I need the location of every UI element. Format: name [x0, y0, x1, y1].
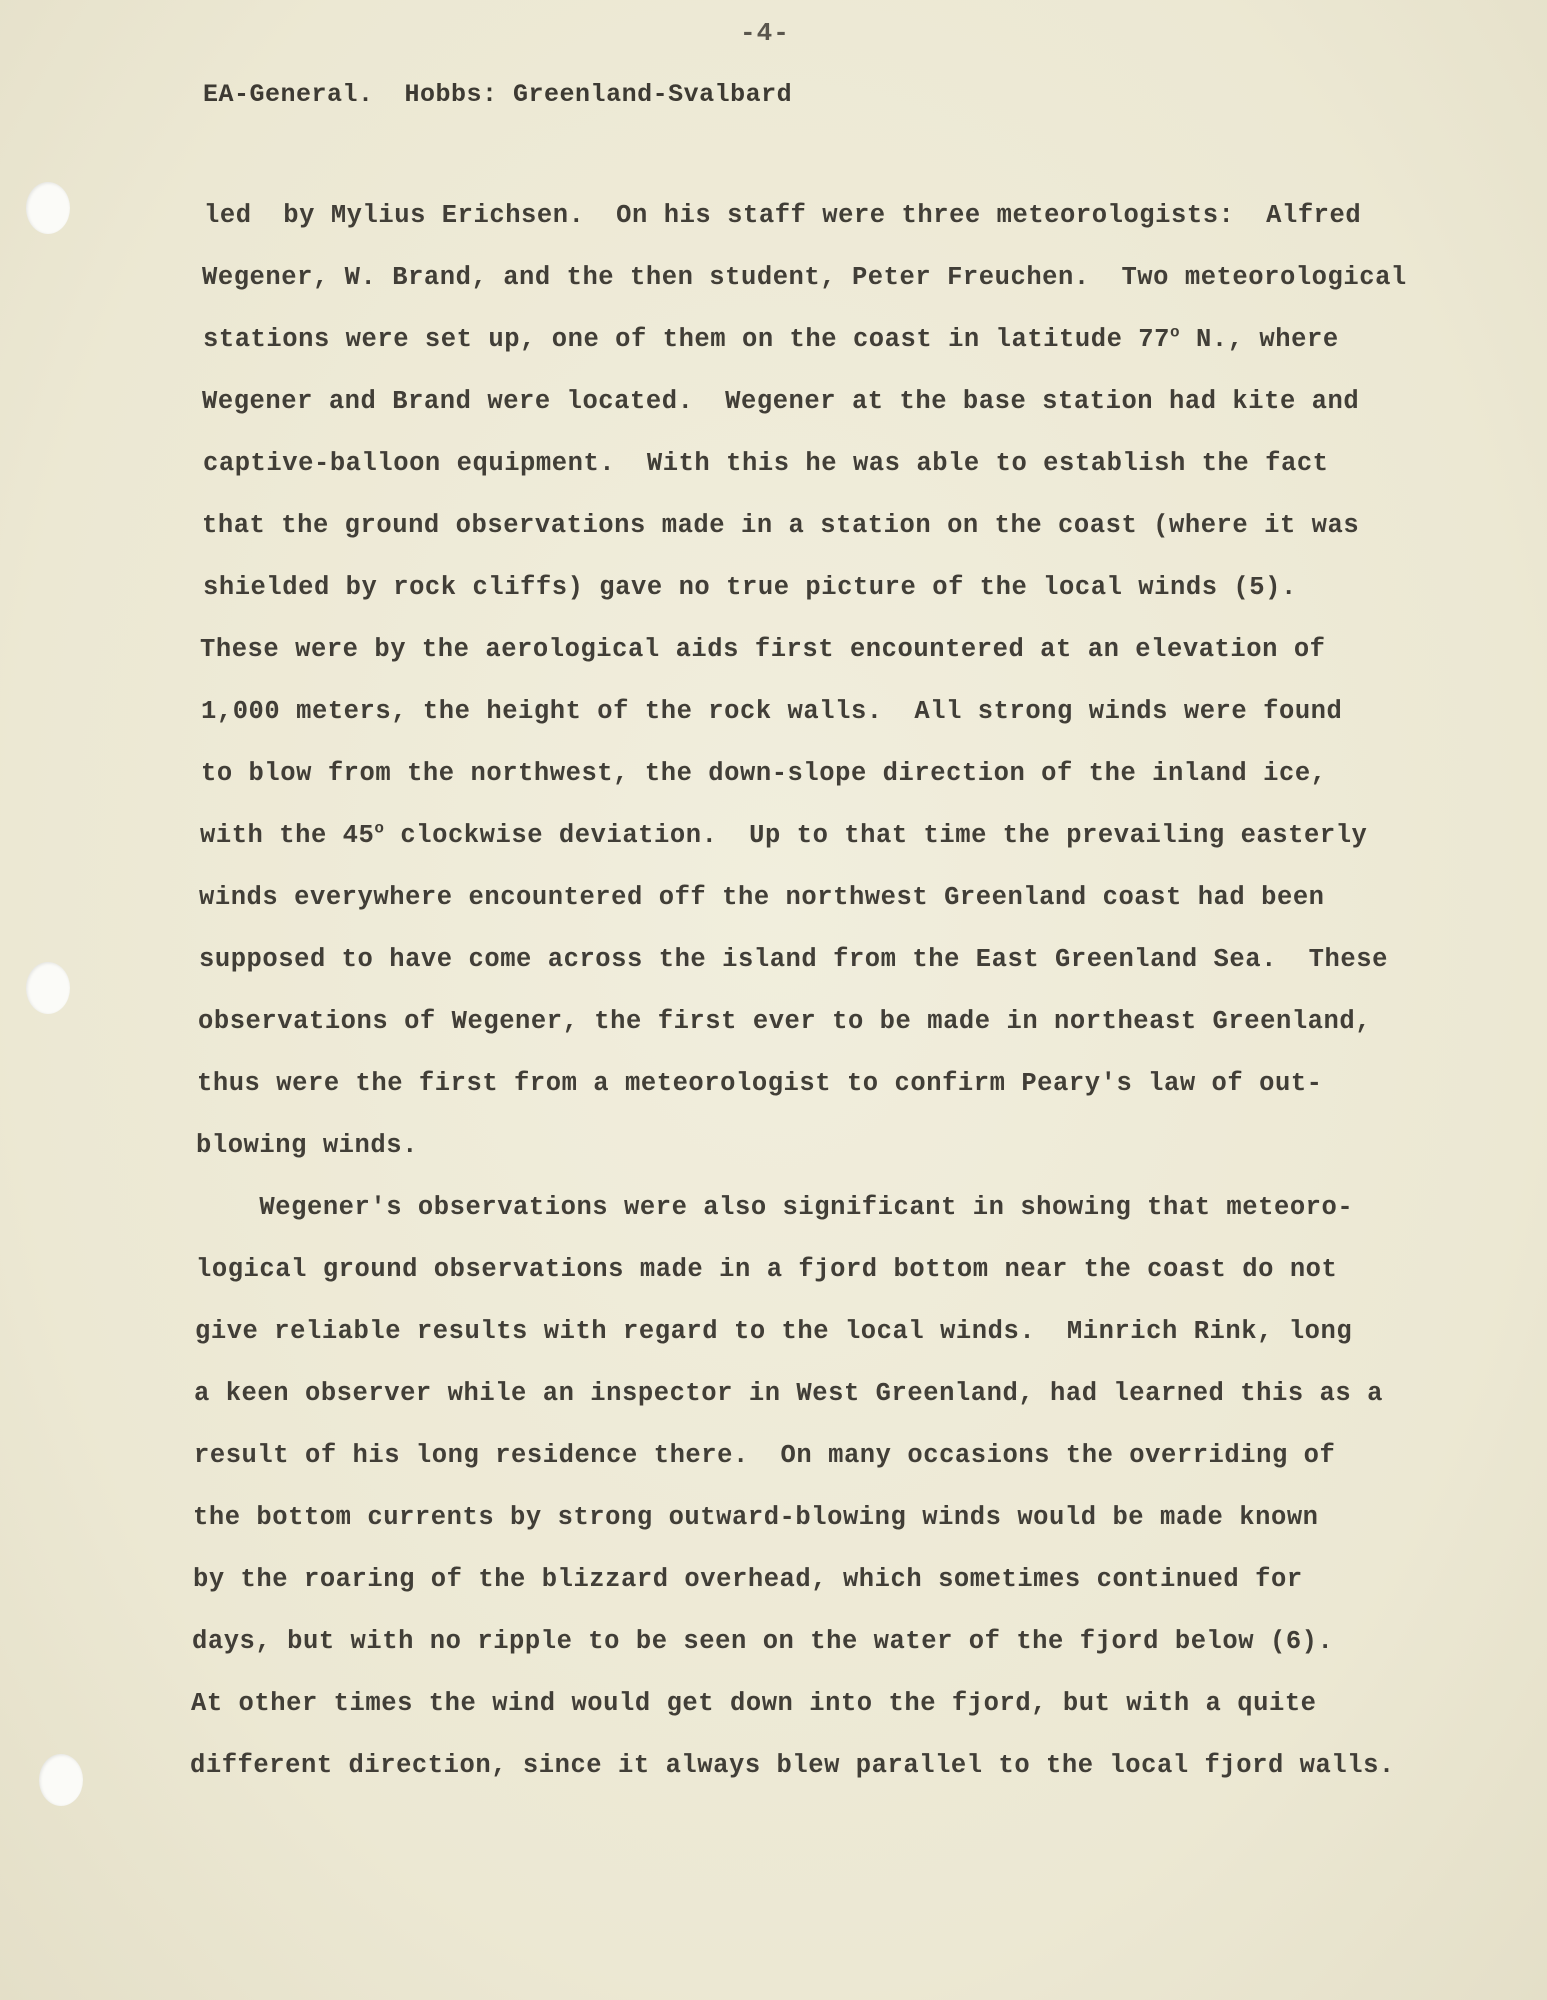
- text-line: by the roaring of the blizzard overhead, which sometimes continued for: [193, 1565, 1303, 1594]
- text-line: [200, 820, 1367, 852]
- text-line: supposed to have come across the island from the East Greenland Sea. These: [199, 945, 1388, 974]
- text-line: led by Mylius Erichsen. On his staff were three meteorologists: Alfred: [204, 201, 1362, 230]
- text-line: [203, 324, 1339, 356]
- page-number: -4-: [740, 18, 790, 48]
- text-line: the bottom currents by strong outward-blowing winds would be made known: [193, 1503, 1319, 1532]
- text-segment: stations were set up, one of them on the coast in latitude 77: [203, 325, 1171, 354]
- text-line: Wegener and Brand were located. Wegener at the base station had kite and: [202, 387, 1360, 416]
- text-line: different direction, since it always blew parallel to the local fjord walls.: [190, 1751, 1395, 1780]
- text-line: winds everywhere encountered off the northwest Greenland coast had been: [199, 883, 1325, 912]
- text-line: blowing winds.: [196, 1131, 418, 1160]
- text-line: give reliable results with regard to the local winds. Minrich Rink, long: [195, 1317, 1353, 1346]
- text-line: At other times the wind would get down into the fjord, but with a quite: [191, 1689, 1317, 1718]
- degree-superscript: o: [374, 819, 385, 838]
- text-line: observations of Wegener, the first ever to be made in northeast Greenland,: [198, 1007, 1372, 1036]
- text-line: 1,000 meters, the height of the rock walls. All strong winds were found: [201, 697, 1343, 726]
- degree-superscript: o: [1170, 323, 1181, 342]
- punch-hole: [39, 1754, 83, 1806]
- text-line: Wegener's observations were also significant in showing that meteoro-: [196, 1193, 1354, 1222]
- text-line: thus were the first from a meteorologist to confirm Peary's law of out-: [197, 1069, 1323, 1098]
- punch-hole: [26, 182, 70, 234]
- text-line: Wegener, W. Brand, and the then student, Peter Freuchen. Two meteorological: [202, 263, 1407, 292]
- text-segment: with the 45: [200, 821, 375, 850]
- text-line: days, but with no ripple to be seen on the water of the fjord below (6).: [192, 1627, 1334, 1656]
- document-header: EA-General. Hobbs: Greenland-Svalbard: [203, 80, 793, 109]
- text-line: logical ground observations made in a fjord bottom near the coast do not: [196, 1255, 1338, 1284]
- text-segment: N., where: [1180, 325, 1339, 354]
- text-line: captive-balloon equipment. With this he was able to establish the fact: [203, 449, 1329, 478]
- text-line: shielded by rock cliffs) gave no true picture of the local winds (5).: [203, 573, 1297, 602]
- text-line: These were by the aerological aids first encountered at an elevation of: [200, 635, 1326, 664]
- text-line: result of his long residence there. On many occasions the overriding of: [194, 1441, 1336, 1470]
- text-line: to blow from the northwest, the down-slope direction of the inland ice,: [201, 759, 1327, 788]
- text-line: a keen observer while an inspector in West Greenland, had learned this as a: [194, 1379, 1383, 1408]
- text-segment: clockwise deviation. Up to that time the prevailing easterly: [384, 821, 1368, 850]
- text-line: that the ground observations made in a station on the coast (where it was: [202, 511, 1360, 540]
- punch-hole: [26, 962, 70, 1014]
